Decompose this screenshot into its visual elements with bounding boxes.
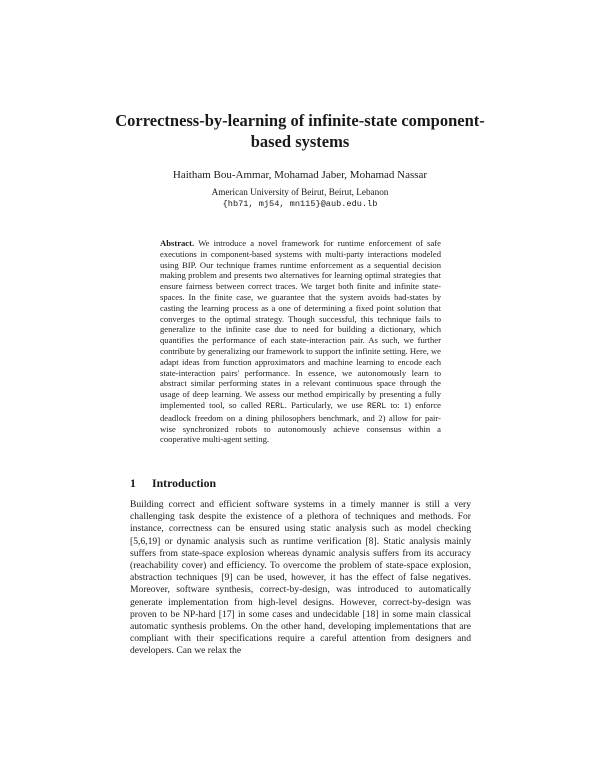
abstract-text-3: to: 1) enforce deadlock freedom on a dining philosophers benchmark, and 2) allow for pair-wise synchronized robots to autonomously achieve consensus within a cooperative multi-agent setting.	[160, 399, 441, 445]
tool-name-rerl-2: RERL	[367, 401, 387, 411]
author-emails: {hb71, mj54, mn115}@aub.edu.lb	[222, 198, 378, 209]
tool-name-rerl: RERL	[265, 401, 285, 411]
paper-title: Correctness-by-learning of infinite-state component-based systems	[115, 111, 485, 151]
section-heading	[130, 476, 216, 490]
section-number: 1	[130, 476, 136, 490]
abstract-label: Abstract.	[160, 238, 195, 248]
section-title: Introduction	[152, 476, 217, 490]
abstract-text-2: . Particularly, we use	[284, 399, 363, 410]
author-list: Haitham Bou-Ammar, Mohamad Jaber, Mohamad Nassar	[172, 169, 428, 181]
affiliation: American University of Beirut, Beirut, Lebanon	[211, 187, 389, 197]
affiliation-block	[100, 187, 500, 210]
intro-paragraph: Building correct and efficient software systems in a timely manner is still a very challenging task despite the existence of a plethora of techniques and methods. For instance, correctness can be ensured using static analysis such as model checking [5,6,19] or dynamic analysis such as runtime verification [8]. Static analysis mainly suffers from state-space explosion whereas dynamic analysis suffers from its accuracy (reachability cover) and efficiency. To overcome the problem of state-space explosion, abstraction techniques [9] can be used, however, it has the effect of false negatives. Moreover, software synthesis, correct-by-design, was introduced to automatically generate implementation from high-level designs. However, correct-by-design was proven to be NP-hard [17] in some cases and undecidable [18] in some main classical automatic synthesis problems. On the other hand, developing implementations that are compliant with their specifications require a careful attention from designers and developers. Can we relax the	[130, 499, 471, 657]
abstract	[160, 238, 441, 445]
abstract-text-1: We introduce a novel framework for runtime enforcement of safe executions in component-based systems with multi-party interactions modeled using BIP. Our technique frames runtime enforcement as a sequential decision making problem and presents two alternatives for learning optimal strategies that ensure fairness between correct traces. We target both finite and infinite state-spaces. In the finite case, we guarantee that the system avoids bad-states by casting the learning process as a one of determining a fixed point solution that converges to the optimal strategy. Though successful, this technique fails to generalize to the infinite case due to need for building a dictionary, which quantifies the performance of each state-interaction pair. As such, we further contribute by generalizing our framework to support the infinite setting. Here, we adapt ideas from function approximators and machine learning to encode each state-interaction pairs' performance. In essence, we autonomously learn to abstract similar performing states in a relevant continuous space through the usage of deep learning. We assess our method empirically by presenting a fully implemented tool, so called	[160, 238, 441, 410]
